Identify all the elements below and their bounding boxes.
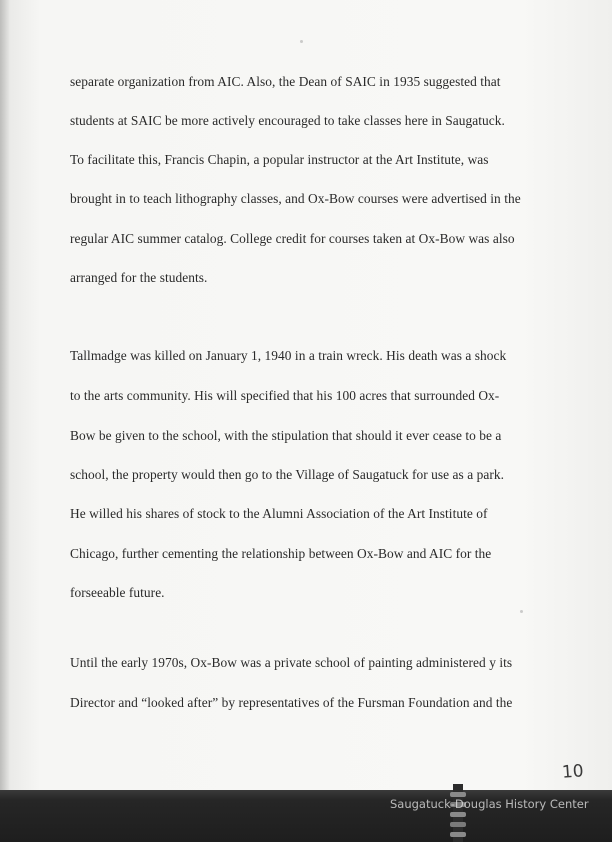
scan-speck xyxy=(300,40,303,43)
text-line: Chicago, further cementing the relationship between Ox-Bow and AIC for the xyxy=(70,546,492,561)
scan-speck xyxy=(520,610,523,613)
text-line: regular AIC summer catalog. College credit for courses taken at Ox-Bow was also xyxy=(70,231,515,246)
text-line: to the arts community. His will specified that his 100 acres that surrounded Ox- xyxy=(70,388,500,403)
scan-edge-shadow xyxy=(0,0,10,790)
text-line: school, the property would then go to the Village of Saugatuck for use as a park. xyxy=(70,467,504,482)
text-line: Until the early 1970s, Ox-Bow was a private school of painting administered y its xyxy=(70,655,513,670)
text-line: students at SAIC be more actively encouraged to take classes here in Saugatuck. xyxy=(70,113,505,128)
text-line: Bow be given to the school, with the stipulation that should it ever cease to be a xyxy=(70,428,502,443)
handwritten-page-number: 10 xyxy=(561,761,585,783)
binder-clip-icon xyxy=(447,784,469,842)
text-line: forseeable future. xyxy=(70,585,165,600)
text-line: brought in to teach lithography classes, and Ox-Bow courses were advertised in the xyxy=(70,191,521,206)
text-line: arranged for the students. xyxy=(70,270,208,285)
text-line: Director and “looked after” by representatives of the Fursman Foundation and the xyxy=(70,695,513,710)
text-line: Tallmadge was killed on January 1, 1940 in a train wreck. His death was a shock xyxy=(70,348,507,363)
text-line: To facilitate this, Francis Chapin, a popular instructor at the Art Institute, was xyxy=(70,152,489,167)
text-line: separate organization from AIC. Also, the Dean of SAIC in 1935 suggested that xyxy=(70,74,501,89)
text-line: He willed his shares of stock to the Alumni Association of the Art Institute of xyxy=(70,506,488,521)
watermark: Saugatuck-Douglas History Center xyxy=(390,797,589,811)
